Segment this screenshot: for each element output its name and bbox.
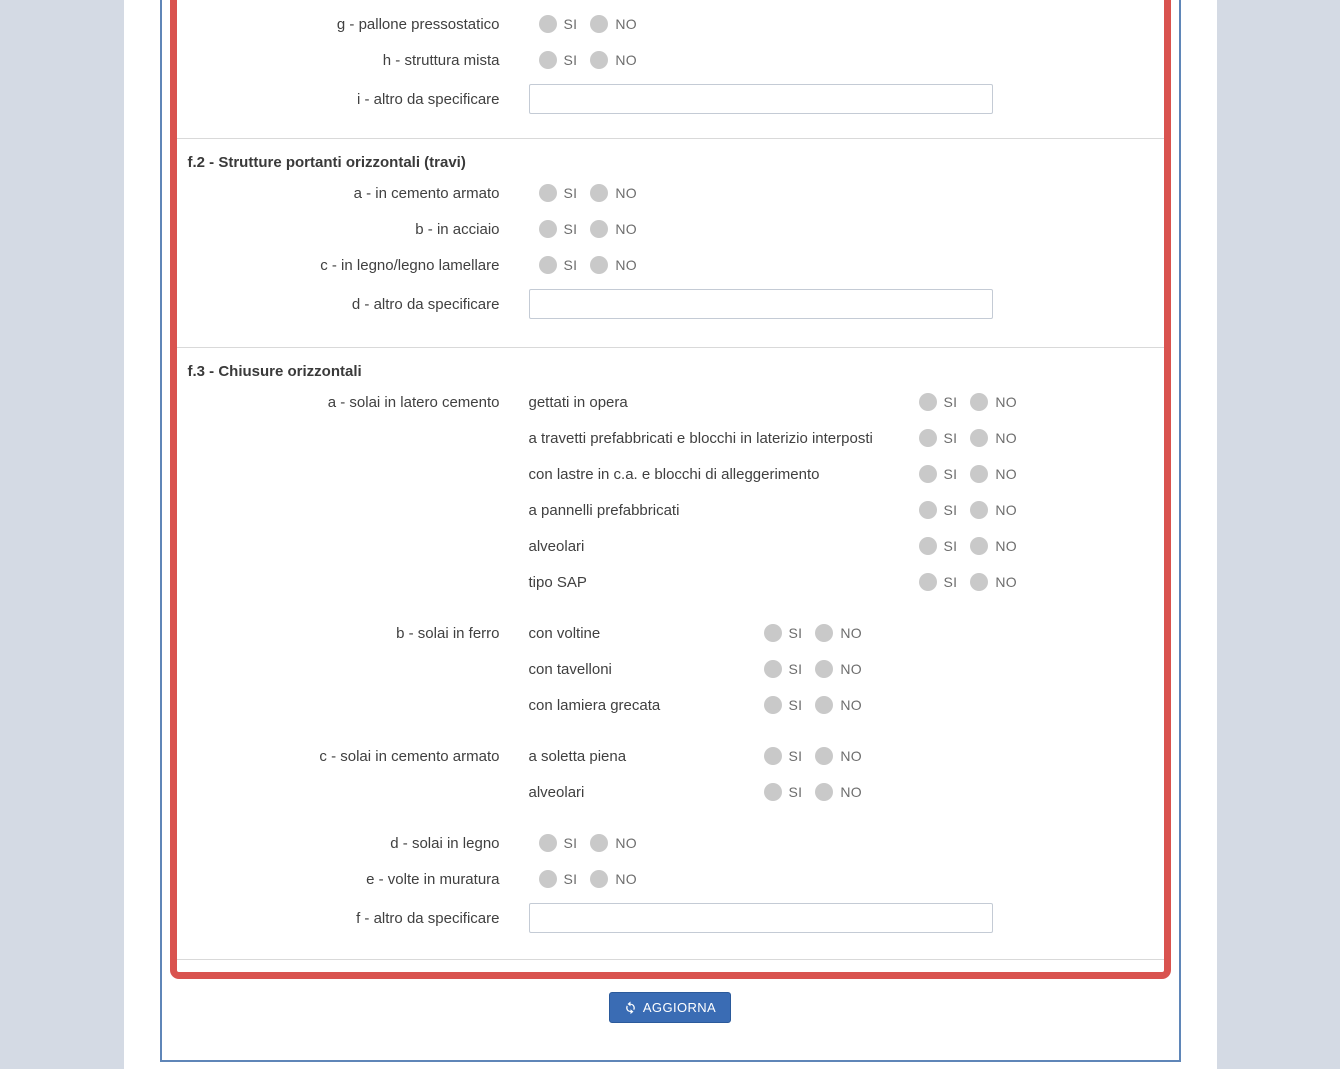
radio-si-label: SI bbox=[788, 661, 803, 677]
radio-si-label: SI bbox=[943, 538, 958, 554]
radio-si-label: SI bbox=[788, 697, 803, 713]
radio-si-label: SI bbox=[563, 185, 578, 201]
sub-items-column bbox=[529, 390, 1017, 606]
row-label: a - in cemento armato bbox=[353, 184, 500, 202]
radio-si[interactable] bbox=[919, 393, 937, 411]
section-header: f.2 - Strutture portanti orizzontali (travi) bbox=[187, 154, 466, 171]
sub-row-label: con lamiera grecata bbox=[528, 696, 661, 714]
radio-no-label: NO bbox=[615, 257, 637, 273]
row-label: f - altro da specificare bbox=[356, 909, 500, 927]
row-label: a - solai in latero cemento bbox=[327, 394, 500, 411]
sub-row bbox=[529, 390, 1017, 414]
radio-si[interactable] bbox=[919, 501, 937, 519]
form-radio-row bbox=[186, 253, 1156, 277]
si-no-radio-group bbox=[539, 220, 637, 238]
si-no-radio-group bbox=[919, 465, 1017, 483]
radio-no[interactable] bbox=[815, 747, 833, 765]
sub-row bbox=[529, 693, 862, 717]
form-radio-row bbox=[186, 867, 1156, 891]
radio-no-label: NO bbox=[995, 466, 1017, 482]
radio-si[interactable] bbox=[919, 465, 937, 483]
radio-si[interactable] bbox=[919, 573, 937, 591]
sub-row-label: alveolari bbox=[528, 537, 585, 555]
radio-si-label: SI bbox=[563, 221, 578, 237]
refresh-icon bbox=[624, 1001, 637, 1014]
si-no-radio-group bbox=[919, 393, 1017, 411]
text-input[interactable] bbox=[529, 289, 993, 319]
sub-row-label: a travetti prefabbricati e blocchi in laterizio interposti bbox=[528, 429, 873, 447]
radio-no[interactable] bbox=[970, 393, 988, 411]
radio-no-label: NO bbox=[840, 784, 862, 800]
sub-row-label: alveolari bbox=[528, 783, 585, 801]
radio-no[interactable] bbox=[590, 51, 608, 69]
form-footer bbox=[162, 979, 1179, 1023]
row-label: d - solai in legno bbox=[390, 834, 500, 852]
radio-no-label: NO bbox=[615, 16, 637, 32]
radio-no-label: NO bbox=[840, 697, 862, 713]
radio-no[interactable] bbox=[590, 15, 608, 33]
radio-no-label: NO bbox=[995, 538, 1017, 554]
radio-si-label: SI bbox=[563, 257, 578, 273]
radio-si-label: SI bbox=[788, 625, 803, 641]
si-no-radio-group bbox=[919, 573, 1017, 591]
si-no-radio-group bbox=[764, 696, 862, 714]
form-input-row bbox=[186, 84, 1156, 114]
radio-no-label: NO bbox=[615, 871, 637, 887]
form-input-row bbox=[186, 903, 1156, 933]
sub-row bbox=[529, 780, 862, 804]
row-label: b - in acciaio bbox=[415, 220, 500, 238]
sub-items-column bbox=[529, 744, 862, 816]
radio-no-label: NO bbox=[995, 502, 1017, 518]
radio-no[interactable] bbox=[815, 783, 833, 801]
radio-no[interactable] bbox=[970, 429, 988, 447]
radio-si[interactable] bbox=[764, 660, 782, 678]
radio-si[interactable] bbox=[539, 15, 557, 33]
radio-si-label: SI bbox=[563, 835, 578, 851]
sub-row-label: gettati in opera bbox=[528, 393, 628, 411]
sub-row-label: a pannelli prefabbricati bbox=[528, 501, 680, 519]
sub-row-label: con lastre in c.a. e blocchi di alleggerimento bbox=[528, 465, 820, 483]
si-no-radio-group bbox=[539, 15, 637, 33]
form-group-row bbox=[186, 390, 1156, 606]
sub-row bbox=[529, 657, 862, 681]
radio-si-label: SI bbox=[788, 784, 803, 800]
radio-no-label: NO bbox=[995, 574, 1017, 590]
validation-highlight-box bbox=[170, 0, 1171, 979]
radio-no[interactable] bbox=[590, 184, 608, 202]
form-radio-row bbox=[186, 181, 1156, 205]
sub-row-label: tipo SAP bbox=[528, 573, 587, 591]
sub-row bbox=[529, 462, 1017, 486]
radio-no-label: NO bbox=[995, 430, 1017, 446]
radio-no[interactable] bbox=[590, 256, 608, 274]
update-button-label: AGGIORNA bbox=[642, 1000, 717, 1015]
si-no-radio-group bbox=[919, 429, 1017, 447]
radio-si[interactable] bbox=[539, 220, 557, 238]
row-label: e - volte in muratura bbox=[366, 870, 500, 888]
si-no-radio-group bbox=[539, 870, 637, 888]
form-radio-row bbox=[186, 12, 1156, 36]
radio-no-label: NO bbox=[840, 625, 862, 641]
radio-si[interactable] bbox=[919, 537, 937, 555]
text-input[interactable] bbox=[529, 903, 993, 933]
radio-no[interactable] bbox=[590, 220, 608, 238]
radio-no[interactable] bbox=[815, 696, 833, 714]
si-no-radio-group bbox=[539, 51, 637, 69]
row-label: d - altro da specificare bbox=[351, 295, 500, 313]
radio-si-label: SI bbox=[563, 52, 578, 68]
sub-row-label: con tavelloni bbox=[528, 660, 612, 678]
radio-no[interactable] bbox=[590, 870, 608, 888]
form-group-row bbox=[186, 744, 1156, 816]
radio-si[interactable] bbox=[539, 834, 557, 852]
radio-si-label: SI bbox=[943, 574, 958, 590]
radio-si-label: SI bbox=[943, 430, 958, 446]
radio-no[interactable] bbox=[815, 624, 833, 642]
text-input[interactable] bbox=[529, 84, 993, 114]
radio-no-label: NO bbox=[615, 221, 637, 237]
form-radio-row bbox=[186, 48, 1156, 72]
radio-si-label: SI bbox=[563, 16, 578, 32]
si-no-radio-group bbox=[539, 256, 637, 274]
sub-row-label: a soletta piena bbox=[528, 747, 627, 765]
section-header: f.3 - Chiusure orizzontali bbox=[187, 363, 362, 380]
radio-no-label: NO bbox=[840, 661, 862, 677]
radio-si[interactable] bbox=[764, 624, 782, 642]
form-sections bbox=[177, 0, 1164, 960]
radio-si[interactable] bbox=[539, 184, 557, 202]
content-panel bbox=[160, 0, 1181, 1062]
radio-si[interactable] bbox=[539, 256, 557, 274]
si-no-radio-group bbox=[764, 747, 862, 765]
radio-no[interactable] bbox=[970, 501, 988, 519]
radio-no[interactable] bbox=[590, 834, 608, 852]
radio-no[interactable] bbox=[970, 573, 988, 591]
si-no-radio-group bbox=[764, 660, 862, 678]
sub-row bbox=[529, 534, 1017, 558]
row-label: c - solai in cemento armato bbox=[319, 748, 500, 765]
row-label: g - pallone pressostatico bbox=[336, 15, 500, 33]
si-no-radio-group bbox=[764, 783, 862, 801]
row-label: b - solai in ferro bbox=[396, 625, 500, 642]
form-section bbox=[177, 348, 1164, 960]
sub-items-column bbox=[529, 621, 862, 729]
radio-si[interactable] bbox=[764, 783, 782, 801]
radio-no[interactable] bbox=[970, 537, 988, 555]
radio-si[interactable] bbox=[764, 696, 782, 714]
sub-row bbox=[529, 570, 1017, 594]
page-container bbox=[124, 0, 1217, 1069]
radio-no[interactable] bbox=[815, 660, 833, 678]
si-no-radio-group bbox=[919, 501, 1017, 519]
radio-si[interactable] bbox=[919, 429, 937, 447]
si-no-radio-group bbox=[764, 624, 862, 642]
si-no-radio-group bbox=[919, 537, 1017, 555]
si-no-radio-group bbox=[539, 834, 637, 852]
update-button[interactable] bbox=[609, 992, 731, 1023]
radio-si[interactable] bbox=[539, 51, 557, 69]
si-no-radio-group bbox=[539, 184, 637, 202]
form-group-row bbox=[186, 621, 1156, 729]
radio-no-label: NO bbox=[615, 185, 637, 201]
radio-si[interactable] bbox=[539, 870, 557, 888]
form-section bbox=[177, 139, 1164, 348]
radio-si-label: SI bbox=[943, 502, 958, 518]
sub-row bbox=[529, 498, 1017, 522]
form-radio-row bbox=[186, 217, 1156, 241]
radio-no-label: NO bbox=[995, 394, 1017, 410]
sub-row bbox=[529, 426, 1017, 450]
row-label: c - in legno/legno lamellare bbox=[320, 256, 500, 274]
sub-row-label: con voltine bbox=[528, 624, 601, 642]
radio-si[interactable] bbox=[764, 747, 782, 765]
form-section bbox=[177, 0, 1164, 139]
radio-no-label: NO bbox=[840, 748, 862, 764]
radio-si-label: SI bbox=[563, 871, 578, 887]
radio-no-label: NO bbox=[615, 835, 637, 851]
radio-si-label: SI bbox=[943, 466, 958, 482]
row-label: i - altro da specificare bbox=[356, 90, 500, 108]
radio-si-label: SI bbox=[943, 394, 958, 410]
radio-no-label: NO bbox=[615, 52, 637, 68]
radio-no[interactable] bbox=[970, 465, 988, 483]
sub-row bbox=[529, 621, 862, 645]
sub-row bbox=[529, 744, 862, 768]
form-radio-row bbox=[186, 831, 1156, 855]
radio-si-label: SI bbox=[788, 748, 803, 764]
form-input-row bbox=[186, 289, 1156, 319]
row-label: h - struttura mista bbox=[382, 51, 500, 69]
